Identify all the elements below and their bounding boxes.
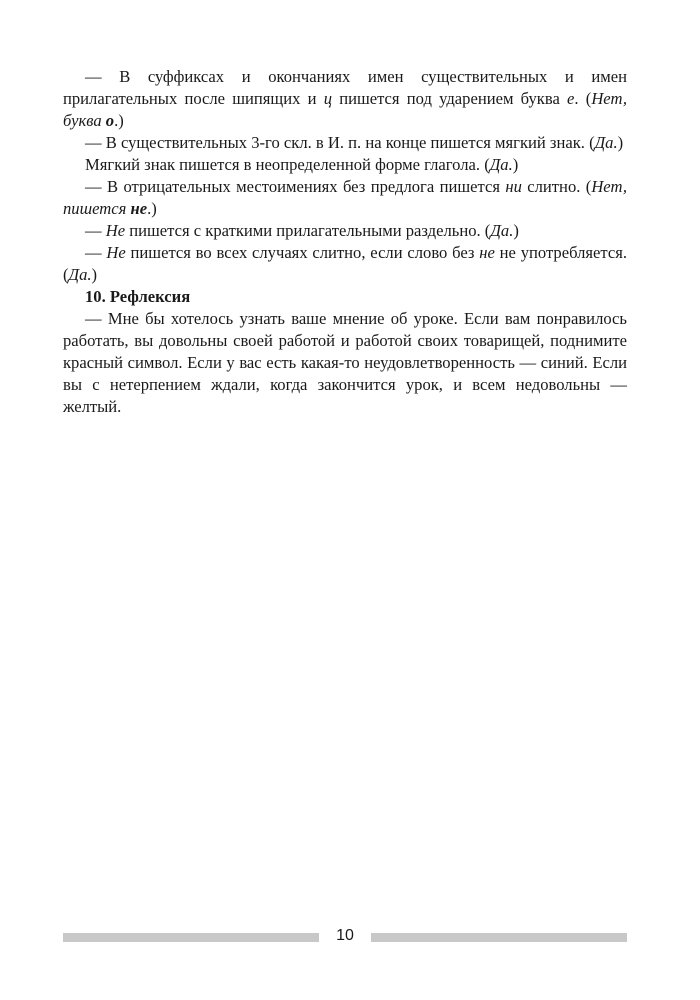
dash: — xyxy=(85,243,107,262)
footer-bar-right xyxy=(371,933,627,942)
answer: Нет, буква xyxy=(63,89,627,130)
paragraph-soft-sign-nouns xyxy=(63,132,627,154)
italic-word: Не xyxy=(105,221,126,240)
italic-word: ни xyxy=(505,177,522,196)
answer: Да. xyxy=(490,221,514,240)
paragraph-short-adjectives xyxy=(63,220,627,242)
statement-text: — В существительных 3-го скл. в И. п. на конце пишется мягкий знак. ( xyxy=(85,133,595,152)
italic-word: Не xyxy=(106,243,126,262)
page-footer xyxy=(63,926,627,946)
dash: — xyxy=(85,67,120,86)
statement-text: В суффиксах и окончаниях имен существительных и имен прилагательных после шипящих и xyxy=(63,67,628,108)
page-number: 10 xyxy=(336,927,354,944)
statement-text: Мягкий знак пишется в неопределенной форме глагола. ( xyxy=(85,155,490,174)
dash: — xyxy=(85,221,106,240)
paragraph-negative-pronouns xyxy=(63,176,627,220)
paragraph-soft-sign-verbs xyxy=(63,154,627,176)
answer: Да. xyxy=(68,265,92,284)
answer-close: ) xyxy=(513,221,519,240)
paragraph-suffixes xyxy=(63,66,627,132)
statement-text: . ( xyxy=(574,89,592,108)
page-body xyxy=(63,66,627,418)
answer-close: ) xyxy=(617,133,624,152)
paragraph-ne-always-joined xyxy=(63,242,627,286)
italic-letter: ц xyxy=(323,89,332,108)
answer: Нет, пишется xyxy=(63,177,627,218)
reflection-paragraph: — Мне бы хотелось узнать ваше мнение об уроке. Если вам понравилось работать, вы довольны своей работой и работой своих товарищей, поднимите красный символ. Если у вас есть какая-то неудовлетворенность — синий. Если вы с нетерпением ждали, когда закончится урок, и всем недовольны — желтый. xyxy=(63,309,627,416)
statement-text: слитно. ( xyxy=(521,177,592,196)
answer: Да. xyxy=(489,155,513,174)
italic-word: не xyxy=(479,243,495,262)
answer-bold: о xyxy=(105,111,115,130)
section-heading: 10. Рефлексия xyxy=(85,287,191,306)
statement-text: пишется под ударением буква xyxy=(331,89,568,108)
statement-text: пишется во всех случаях слитно, если слово без xyxy=(125,243,480,262)
statement-text: — В отрицательных местоимениях без предлога пишется xyxy=(85,177,506,196)
italic-letter: е xyxy=(567,89,575,108)
answer-close: ) xyxy=(512,155,519,174)
answer-close: .) xyxy=(114,111,124,130)
statement-text: пишется с краткими прилагательными раздельно. ( xyxy=(125,221,491,240)
statement-text: не употребляется. ( xyxy=(63,243,627,284)
answer-bold: не xyxy=(130,199,148,218)
answer-close: ) xyxy=(91,265,98,284)
answer: Да. xyxy=(594,133,618,152)
answer-close: .) xyxy=(147,199,157,218)
